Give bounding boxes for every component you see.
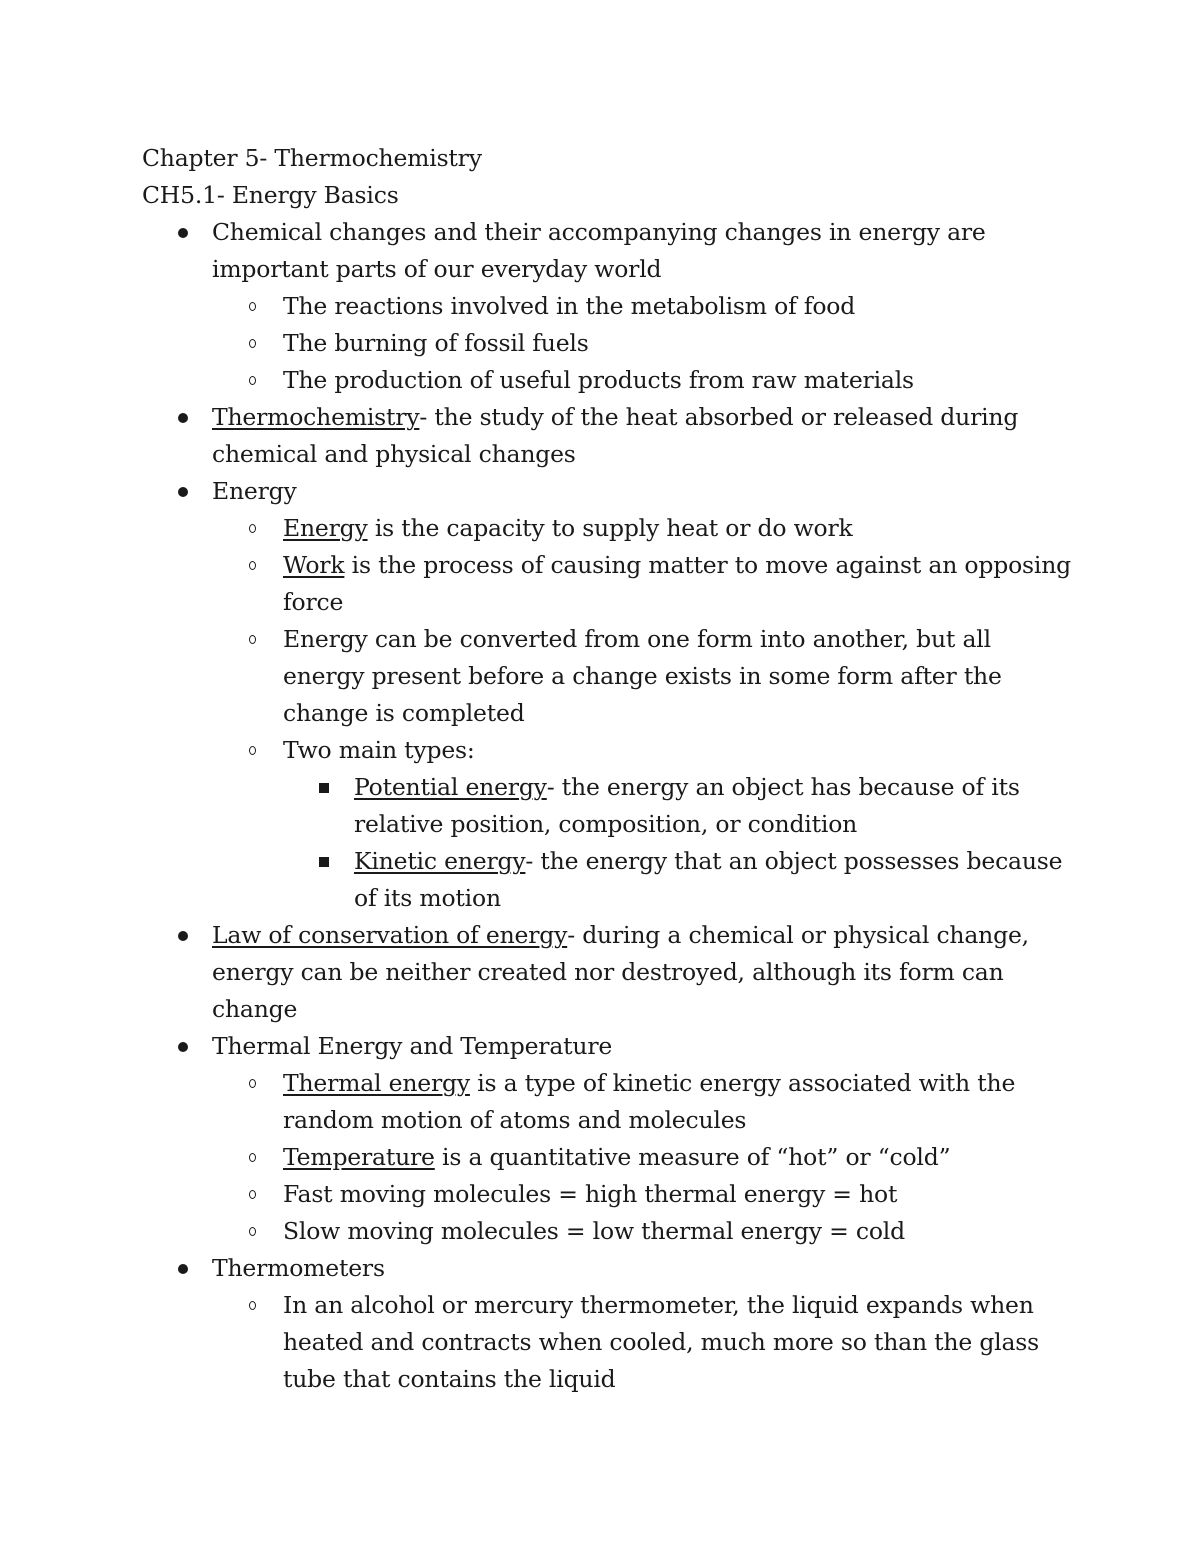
sub-bullet-fossil-fuels (212, 325, 1072, 362)
sub-sub-bullet-text: - the energy that an object possesses because of its motion (354, 847, 1063, 912)
term-kinetic-energy: Kinetic energy (354, 847, 526, 875)
bullet-text: - during a chemical or physical change, energy can be neither created nor destroyed, although its form can change (212, 921, 1029, 1023)
sub-bullet-raw-materials (212, 362, 1072, 399)
sub-bullet-text: Fast moving molecules = high thermal energy = hot (283, 1180, 898, 1208)
bullet-everyday-energy (142, 214, 1072, 399)
sub-bullet-temperature (212, 1139, 1072, 1176)
sub-bullet-metabolism (212, 288, 1072, 325)
term-potential-energy: Potential energy (354, 773, 547, 801)
bullet-text: Thermometers (212, 1254, 385, 1282)
sub-sub-bullet-list (283, 769, 1072, 917)
sub-bullet-text: is a quantitative measure of “hot” or “cold” (434, 1143, 951, 1171)
sub-bullet-energy-conversion (212, 621, 1072, 732)
sub-bullet-text: is a type of kinetic energy associated with the random motion of atoms and molecules (283, 1069, 1016, 1134)
sub-bullet-text: The production of useful products from raw materials (283, 366, 914, 394)
term-law-of-conservation: Law of conservation of energy (212, 921, 568, 949)
sub-bullet-slow-molecules (212, 1213, 1072, 1250)
sub-bullet-thermometer-liquid (212, 1287, 1072, 1398)
sub-bullet-two-main-types (212, 732, 1072, 917)
bullet-thermal-energy-temperature (142, 1028, 1072, 1250)
term-thermal-energy: Thermal energy (283, 1069, 470, 1097)
term-thermochemistry: Thermochemistry (212, 403, 420, 431)
sub-bullet-list (212, 510, 1072, 917)
sub-bullet-work-definition (212, 547, 1072, 621)
bullet-text: Energy (212, 477, 297, 505)
term-temperature: Temperature (283, 1143, 435, 1171)
bullet-text: - the study of the heat absorbed or released during chemical and physical changes (212, 403, 1019, 468)
sub-bullet-energy-definition (212, 510, 1072, 547)
sub-bullet-text: Energy can be converted from one form into another, but all energy present before a change exists in some form after the change is completed (283, 625, 1002, 727)
sub-bullet-text: is the capacity to supply heat or do work (367, 514, 853, 542)
bullet-conservation-of-energy (142, 917, 1072, 1028)
sub-bullet-text: is the process of causing matter to move against an opposing force (283, 551, 1071, 616)
sub-bullet-fast-molecules (212, 1176, 1072, 1213)
main-bullet-list (142, 214, 1072, 1398)
document-body (142, 140, 1072, 1398)
bullet-text: Thermal Energy and Temperature (212, 1032, 613, 1060)
sub-bullet-list (212, 288, 1072, 399)
sub-sub-bullet-potential-energy (283, 769, 1072, 843)
term-work: Work (283, 551, 345, 579)
sub-bullet-list (212, 1065, 1072, 1250)
sub-bullet-text: In an alcohol or mercury thermometer, the liquid expands when heated and contracts when cooled, much more so than the glass tube that contains the liquid (283, 1291, 1040, 1393)
sub-bullet-thermal-energy (212, 1065, 1072, 1139)
bullet-thermochemistry (142, 399, 1072, 473)
sub-bullet-text: The reactions involved in the metabolism of food (283, 292, 856, 320)
sub-sub-bullet-kinetic-energy (283, 843, 1072, 917)
sub-sub-bullet-text: - the energy an object has because of its relative position, composition, or condition (354, 773, 1020, 838)
section-title: CH5.1- Energy Basics (142, 181, 399, 209)
term-energy: Energy (283, 514, 368, 542)
sub-bullet-text: Two main types: (283, 736, 475, 764)
bullet-text: Chemical changes and their accompanying changes in energy are important parts of our everyday world (212, 218, 986, 283)
chapter-title: Chapter 5- Thermochemistry (142, 144, 482, 172)
bullet-thermometers (142, 1250, 1072, 1398)
sub-bullet-list (212, 1287, 1072, 1398)
sub-bullet-text: The burning of fossil fuels (283, 329, 589, 357)
sub-bullet-text: Slow moving molecules = low thermal energy = cold (283, 1217, 905, 1245)
bullet-energy (142, 473, 1072, 917)
